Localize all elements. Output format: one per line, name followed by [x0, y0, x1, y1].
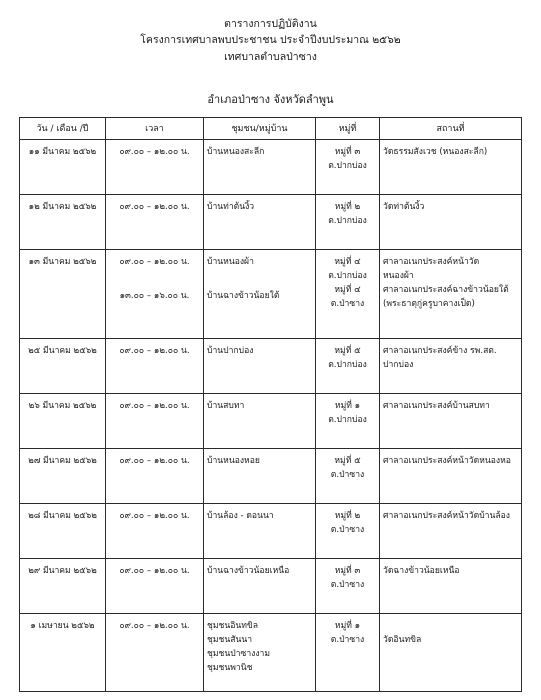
village-cell — [204, 140, 316, 195]
time-text: ๑๓.๐๐ – ๑๖.๐๐ น. — [119, 291, 190, 301]
moo-text: หมู่ที่ ๕ — [334, 456, 361, 466]
place-cell — [380, 614, 522, 692]
place-text: ศาลาอเนกประสงค์หน้าวัดบ้านล้อง — [383, 511, 510, 521]
time-cell — [106, 195, 204, 250]
date-text: ๑ เมษายน ๒๕๖๒ — [30, 621, 95, 631]
place-text: ศาลาอเนกประสงค์บ้านสบทา — [383, 401, 490, 411]
village-text: บ้านท่าต้นงิ้ว — [207, 202, 255, 212]
time-text: ๐๙.๐๐ – ๑๒.๐๐ น. — [119, 147, 190, 157]
village-cell — [204, 339, 316, 394]
moo-text: ต.ปากบ่อง — [328, 161, 367, 171]
place-text: วัดท่าต้นงิ้ว — [383, 202, 425, 212]
date-text: ๑๑ มีนาคม ๒๕๖๒ — [28, 147, 97, 157]
project-title: โครงการเทศบาลพบประชาชน ประจำปีงบประมาณ ๒๕๖๒ — [140, 34, 401, 46]
moo-text: หมู่ที่ ๕ — [334, 346, 361, 356]
place-cell — [380, 394, 522, 449]
place-text: (พระธาตุกู่ครูบาคางเป็ด) — [383, 299, 475, 309]
village-text: บ้านหนองหอย — [207, 456, 260, 466]
village-cell — [204, 504, 316, 559]
date-text: ๒๕ มีนาคม ๒๕๖๒ — [28, 346, 97, 356]
column-header-time: เวลา — [106, 118, 204, 140]
moo-text: ต.ปากบ่อง — [328, 216, 367, 226]
place-cell — [380, 449, 522, 504]
time-cell — [106, 140, 204, 195]
place-text: วัดอินทขิล — [383, 635, 422, 645]
time-cell — [106, 449, 204, 504]
village-text: ชุมชนป่าซางงาม — [207, 649, 271, 659]
place-cell — [380, 250, 522, 339]
place-text: วัดฉางข้าวน้อยเหนือ — [383, 566, 460, 576]
table-body — [20, 140, 522, 692]
place-text: ศาลาอเนกประสงค์หน้าวัดหนองหอ — [383, 456, 511, 466]
moo-cell — [316, 614, 380, 692]
district-province: อำเภอป่าซาง จังหวัดลำพูน — [207, 93, 334, 106]
village-cell — [204, 195, 316, 250]
place-text: วัดธรรมสังเวช (หนองสะลีก) — [383, 147, 488, 157]
village-cell — [204, 394, 316, 449]
moo-cell — [316, 250, 380, 339]
place-cell — [380, 504, 522, 559]
moo-text: หมู่ที่ ๑ — [334, 621, 361, 631]
table-row — [20, 195, 522, 250]
place-cell — [380, 339, 522, 394]
column-header-place: สถานที่ — [380, 118, 522, 140]
moo-text: ต.ป่าซาง — [330, 525, 365, 535]
place-cell — [380, 195, 522, 250]
table-header-row — [20, 118, 522, 140]
village-cell — [204, 559, 316, 614]
village-text: ชุมชนสันนา — [207, 635, 253, 645]
moo-text: ต.ป่าซาง — [330, 299, 365, 309]
moo-text: หมู่ที่ ๒ — [334, 511, 361, 521]
moo-text: หมู่ที่ ๔ — [334, 285, 361, 295]
moo-cell — [316, 504, 380, 559]
organization-name: เทศบาลตำบลป่าซาง — [224, 51, 317, 63]
moo-text: หมู่ที่ ๔ — [334, 257, 361, 267]
date-cell — [20, 614, 106, 692]
table-row — [20, 614, 522, 692]
date-text: ๒๗ มีนาคม ๒๕๖๒ — [28, 456, 97, 466]
time-cell — [106, 504, 204, 559]
column-header-village: ชุมชน/หมู่บ้าน — [204, 118, 316, 140]
moo-text: ต.ปากบ่อง — [328, 271, 367, 281]
time-cell — [106, 614, 204, 692]
time-text: ๐๙.๐๐ – ๑๒.๐๐ น. — [119, 621, 190, 631]
time-cell — [106, 339, 204, 394]
date-text: ๒๖ มีนาคม ๒๕๖๒ — [28, 401, 97, 411]
village-text: ชุมชนอินทขิล — [207, 621, 259, 631]
table-row — [20, 339, 522, 394]
moo-text: ต.ปากบ่อง — [328, 360, 367, 370]
moo-text: ต.ป่าซาง — [330, 580, 365, 590]
date-cell — [20, 195, 106, 250]
village-cell — [204, 614, 316, 692]
date-cell — [20, 559, 106, 614]
moo-text: ต.ป่าซาง — [330, 635, 365, 645]
moo-text: หมู่ที่ ๑ — [334, 401, 361, 411]
table-row — [20, 449, 522, 504]
schedule-table — [19, 117, 522, 692]
date-cell — [20, 250, 106, 339]
time-cell — [106, 394, 204, 449]
place-cell — [380, 140, 522, 195]
moo-cell — [316, 140, 380, 195]
village-text: บ้านสบทา — [207, 401, 245, 411]
column-header-moo: หมู่ที่ — [316, 118, 380, 140]
date-cell — [20, 394, 106, 449]
moo-cell — [316, 559, 380, 614]
moo-text: ต.ปากบ่อง — [328, 415, 367, 425]
time-text: ๐๙.๐๐ – ๑๒.๐๐ น. — [119, 257, 190, 267]
column-header-date: วัน / เดือน /ปี — [20, 118, 106, 140]
village-text: บ้านฉางข้าวน้อยเหนือ — [207, 566, 290, 576]
moo-cell — [316, 449, 380, 504]
place-cell — [380, 559, 522, 614]
time-text: ๐๙.๐๐ – ๑๒.๐๐ น. — [119, 401, 190, 411]
place-text: ศาลาอเนกประสงค์ข้าง รพ.สต. — [383, 346, 497, 356]
place-text: ศาลาอเนกประสงค์ฉางข้าวน้อยใต้ — [383, 285, 509, 295]
date-cell — [20, 504, 106, 559]
place-text: ปากบ่อง — [383, 360, 414, 370]
table-row — [20, 504, 522, 559]
village-text: บ้านปากบ่อง — [207, 346, 254, 356]
date-text: ๑๓ มีนาคม ๒๕๖๒ — [28, 257, 97, 267]
table-row — [20, 559, 522, 614]
village-text: บ้านล้อง - ดอนนา — [207, 511, 274, 521]
date-text: ๑๒ มีนาคม ๒๕๖๒ — [28, 202, 97, 212]
village-text: บ้านหนองสะลีก — [207, 147, 265, 157]
moo-cell — [316, 394, 380, 449]
time-cell — [106, 559, 204, 614]
document-title: ตารางการปฏิบัติงาน — [224, 18, 317, 30]
moo-cell — [316, 339, 380, 394]
place-text: หนองผ้า — [383, 271, 414, 281]
time-text: ๐๙.๐๐ – ๑๒.๐๐ น. — [119, 566, 190, 576]
village-text: บ้านหนองผ้า — [207, 257, 254, 267]
time-text: ๐๙.๐๐ – ๑๒.๐๐ น. — [119, 511, 190, 521]
table-row — [20, 394, 522, 449]
date-cell — [20, 140, 106, 195]
time-text: ๐๙.๐๐ – ๑๒.๐๐ น. — [119, 346, 190, 356]
moo-text: หมู่ที่ ๓ — [334, 147, 361, 157]
village-text: ชุมชนพานิช — [207, 663, 253, 673]
table-row — [20, 250, 522, 339]
time-cell — [106, 250, 204, 339]
table-row — [20, 140, 522, 195]
moo-cell — [316, 195, 380, 250]
date-cell — [20, 449, 106, 504]
moo-text: ต.ป่าซาง — [330, 470, 365, 480]
village-cell — [204, 250, 316, 339]
date-text: ๒๘ มีนาคม ๒๕๖๒ — [28, 511, 97, 521]
time-text: ๐๙.๐๐ – ๑๒.๐๐ น. — [119, 456, 190, 466]
village-text: บ้านฉางข้าวน้อยใต้ — [207, 291, 280, 301]
place-text: ศาลาอเนกประสงค์หน้าวัด — [383, 257, 480, 267]
village-cell — [204, 449, 316, 504]
date-text: ๒๙ มีนาคม ๒๕๖๒ — [28, 566, 97, 576]
time-text: ๐๙.๐๐ – ๑๒.๐๐ น. — [119, 202, 190, 212]
moo-text: หมู่ที่ ๒ — [334, 202, 361, 212]
moo-text: หมู่ที่ ๓ — [334, 566, 361, 576]
date-cell — [20, 339, 106, 394]
